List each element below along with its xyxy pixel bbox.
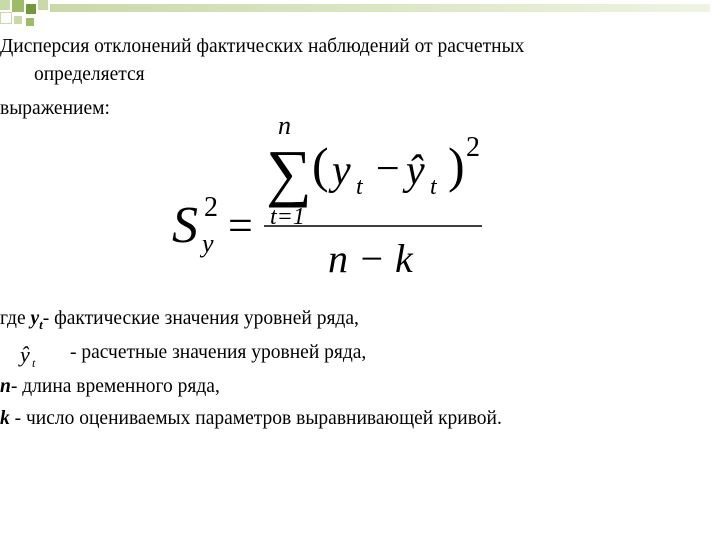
sum-lower-limit: t=1 <box>270 204 305 230</box>
yhat-var: ŷ <box>20 342 30 367</box>
sum-upper-limit: n <box>278 112 291 140</box>
deco-square <box>26 4 36 14</box>
y-hat-subscript: t <box>430 174 437 200</box>
definition-yt <box>0 306 714 338</box>
deco-square <box>26 18 34 26</box>
definition-var-y-sub: t <box>39 316 43 332</box>
definition-n <box>0 374 714 400</box>
lhs-superscript: 2 <box>204 192 218 223</box>
deco-square <box>0 12 12 24</box>
y-subscript: t <box>356 174 363 200</box>
definition-var-k: k <box>0 408 10 429</box>
definition-text-n: - длина временного ряда, <box>10 376 220 397</box>
deco-square <box>0 0 10 10</box>
close-paren: ) <box>448 137 465 193</box>
power-two: 2 <box>466 132 480 163</box>
denominator: n − k <box>328 236 413 281</box>
definition-yhat-symbol <box>18 340 46 370</box>
definition-text-k: - число оцениваемых параметров выравнивающей кривой. <box>9 408 502 429</box>
y-var: y <box>332 148 351 194</box>
y-hat-var: ŷ <box>406 148 425 194</box>
definition-prefix: где <box>0 308 31 329</box>
minus-sign: − <box>376 146 400 192</box>
yhat-sub: t <box>32 356 36 370</box>
definition-var-y: y <box>30 308 40 329</box>
sum-symbol: ∑ <box>266 137 312 208</box>
definition-var-n: n <box>0 376 11 397</box>
yhat-svg <box>18 340 46 370</box>
heading-line-1: Дисперсия отклонений фактических наблюдений от расчетных <box>0 36 525 57</box>
deco-square <box>50 4 710 12</box>
deco-square <box>14 16 22 24</box>
open-paren: ( <box>312 137 329 193</box>
definition-text-yt: - фактические значения уровней ряда, <box>42 308 359 329</box>
heading-line-2: определяется <box>34 64 145 85</box>
equals-sign: = <box>228 201 253 250</box>
heading-line-3: выражением: <box>0 98 110 119</box>
variance-formula <box>170 112 500 284</box>
lhs-s: S <box>172 197 198 254</box>
definition-k <box>0 406 714 432</box>
definition-yhat: - расчетные значения уровней ряда, <box>70 342 367 363</box>
formula-svg <box>170 112 500 284</box>
decorative-squares <box>0 0 720 36</box>
deco-square <box>38 0 48 10</box>
deco-square <box>12 0 24 12</box>
lhs-subscript: y <box>202 229 214 258</box>
